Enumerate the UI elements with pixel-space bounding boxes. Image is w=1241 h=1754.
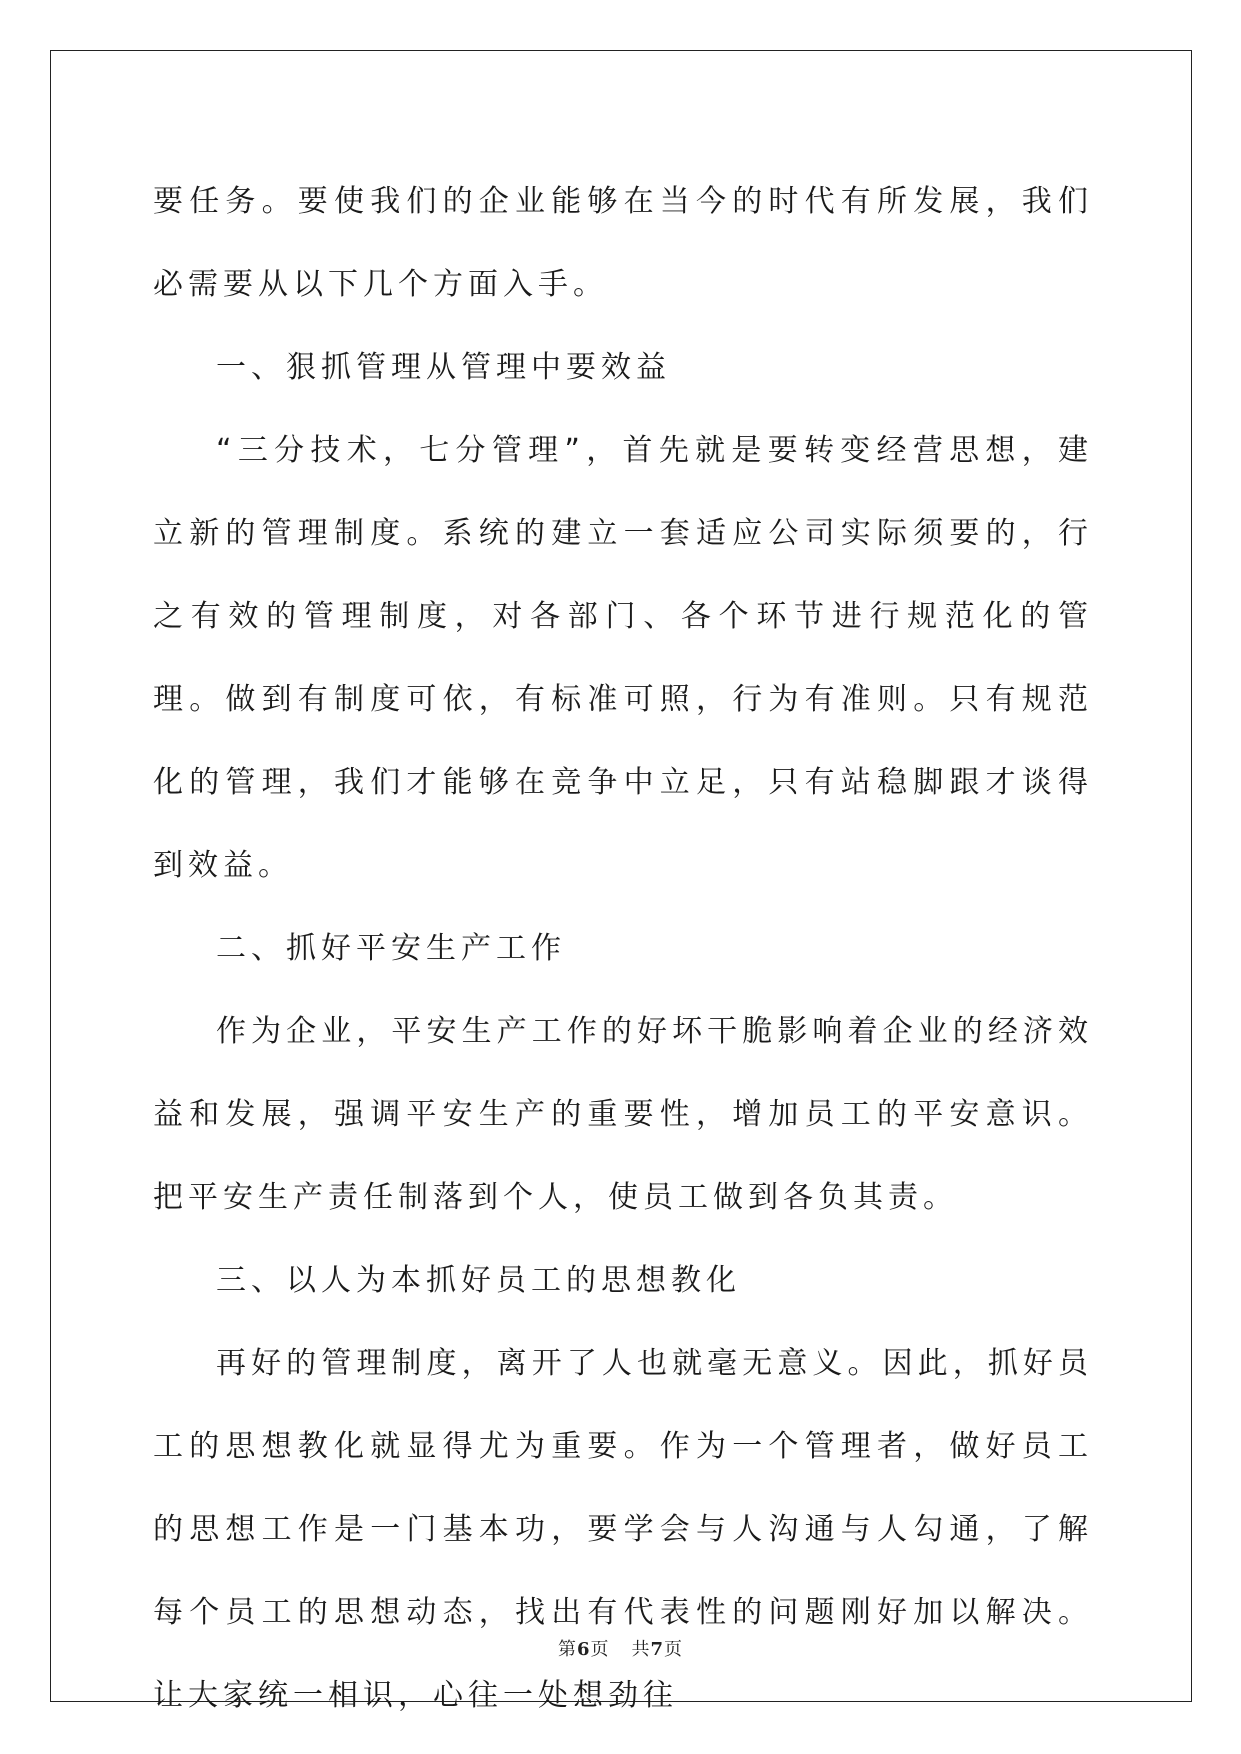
total-prefix: 共 <box>631 1639 651 1660</box>
document-body <box>153 160 1093 1737</box>
page-footer <box>0 1635 1241 1661</box>
paragraph-safety: 作为企业，平安生产工作的好坏干脆影响着企业的经济效益和发展，强调平安生产的重要性，增加员工的平安意识。把平安生产责任制落到个人，使员工做到各负其责。 <box>153 1014 1093 1215</box>
page-number: 6 <box>576 1639 591 1660</box>
page-suffix: 页 <box>590 1639 610 1660</box>
total-pages: 7 <box>650 1639 665 1660</box>
paragraph-management: “三分技术，七分管理”，首先就是要转变经营思想，建立新的管理制度。系统的建立一套适应公司实际须要的，行之有效的管理制度，对各部门、各个环节进行规范化的管理。做到有制度可依，有标准可照，行为有准则。只有规范化的管理，我们才能够在竞争中立足，只有站稳脚跟才谈得到效益。 <box>153 433 1093 883</box>
section-heading-management: 一、狠抓管理从管理中要效益 <box>216 350 671 385</box>
page-prefix: 第 <box>557 1639 577 1660</box>
paragraph-people: 再好的管理制度，离开了人也就毫无意义。因此，抓好员工的思想教化就显得尤为重要。作为一个管理者，做好员工的思想工作是一门基本功，要学会与人沟通与人勾通，了解每个员工的思想动态，找出有代表性的问题刚好加以解决。让大家统一相识，心往一处想劲往 <box>153 1346 1093 1713</box>
paragraph-continuation: 要任务。要使我们的企业能够在当今的时代有所发展，我们必需要从以下几个方面入手。 <box>153 184 1093 302</box>
section-heading-safety: 二、抓好平安生产工作 <box>216 931 566 966</box>
total-suffix: 页 <box>664 1639 684 1660</box>
section-heading-people: 三、以人为本抓好员工的思想教化 <box>216 1263 741 1298</box>
